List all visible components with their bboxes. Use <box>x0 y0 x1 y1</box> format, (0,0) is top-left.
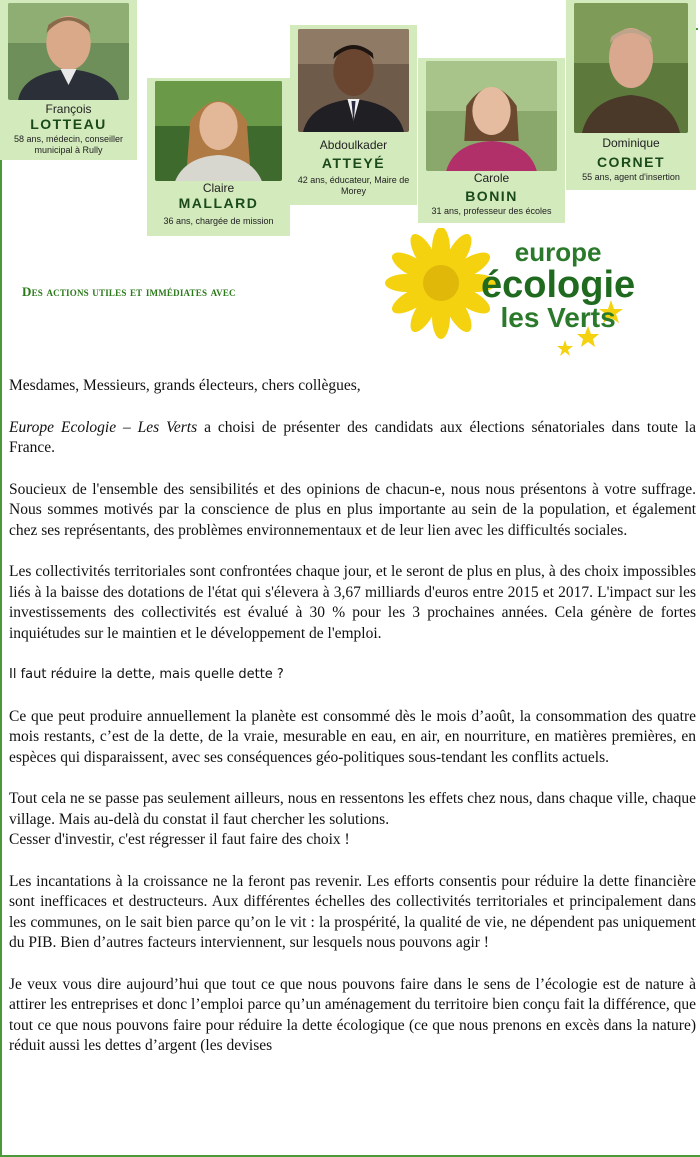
letter-paragraph: Tout cela ne se passe pas seulement ailleurs, nous en ressentons les effets chez nous, dans chaque ville, chaque village. Mais au-delà du constat il faut chercher les solutions. <box>9 790 696 828</box>
candidate-first-name: François <box>45 102 92 116</box>
candidate-first-name: Abdoulkader <box>319 138 388 152</box>
candidate-description: 58 ans, médecin, conseiller municipal à Rully <box>13 134 124 155</box>
letter-paragraph: Les incantations à la croissance ne la feront pas revenir. Les efforts consentis pour réduire la dette financière sont inefficaces et destructeurs. Aux différentes échelles des collectivités territoriales et principalement dans les communes, on le sait bien parce qu’on le vit : la prospérité, la qualité de vie, ne dépendent pas uniquement du PIB. Bien d’autres facteurs interviennent, sur lesquels nous pouvons agir ! <box>9 872 696 951</box>
candidate-card-atteye <box>290 25 417 205</box>
logo-line-europe: europe <box>514 237 602 267</box>
candidate-description: 31 ans, professeur des écoles <box>431 206 552 216</box>
logo-line-les-verts: les Verts <box>500 302 616 333</box>
slogan-heading: Des actions utiles et immédiates avec <box>22 284 236 299</box>
letter-greeting: Mesdames, Messieurs, grands électeurs, chers collègues, <box>9 377 361 394</box>
candidate-description: 36 ans, chargée de mission <box>163 216 274 226</box>
letter-subheading: Il faut réduire la dette, mais quelle dette ? <box>9 667 284 682</box>
letter-paragraph: Les collectivités territoriales sont confrontées chaque jour, et le seront de plus en plus, à des choix impossibles liés à la baisse des dotations de l'état qui s'élevera à 3,67 milliards d'euros entre 2015 et 2017. L'impact sur les investissements des collectivités est évalué à 30 % pour les 3 prochaines années. Cela génère de fortes inquiétudes sur le maintien et le développement de l'emploi. <box>9 563 696 642</box>
candidate-card-lotteau <box>0 0 137 160</box>
candidate-first-name: Carole <box>473 171 510 185</box>
eelv-logo <box>383 228 645 358</box>
page-border-left <box>0 0 2 1157</box>
letter-text: a choisi de présenter des candidats aux élections sénatoriales dans toute la France. <box>9 418 696 456</box>
candidate-last-name: ATTEYÉ <box>321 155 386 171</box>
letter-paragraph: Ce que peut produire annuellement la planète est consommé dès le mois d’août, la consommation des quatre mois restants, c’est de la dette, de la vraie, mesurable en eau, en air, en nourriture, en matières premières, en espèces qui disparaissent, avec ses conséquences géo-politiques sous-tendant les conflits actuels. <box>9 707 696 766</box>
candidate-card-bonin <box>418 58 565 223</box>
candidate-first-name: Claire <box>202 181 235 195</box>
letter-body <box>9 376 696 1078</box>
candidate-first-name: Dominique <box>602 136 660 150</box>
candidate-photo <box>8 3 129 100</box>
candidate-description: 42 ans, éducateur, Maire de Morey <box>297 175 410 196</box>
candidate-last-name: CORNET <box>596 154 666 170</box>
candidate-card-cornet <box>566 0 696 190</box>
logo-wordmark <box>481 238 635 332</box>
letter-paragraph: Soucieux de l'ensemble des sensibilités et des opinions de chacun-e, nous nous présentons à votre suffrage. Nous sommes motivés par la conscience de plus en plus importante au sein de la population, et également chez ses représentants, des problèmes environnementaux et de leur lien avec les difficultés sociales. <box>9 480 696 539</box>
candidate-photo <box>298 29 409 132</box>
party-name: Europe Ecologie – Les Verts <box>9 418 198 436</box>
letter-paragraph: Je veux vous dire aujourd’hui que tout ce que nous pouvons faire dans le sens de l’écologie est de nature à attirer les entreprises et donc l’emploi parce qu’un aménagement du territoire bien conçu fait la différence, que tout ce que nous pouvons faire pour réduire la dette écologique (ce que nous prenons en excès dans la nature) réduit aussi les dettes d’argent (les devises <box>9 975 697 1054</box>
candidate-photo <box>155 81 282 181</box>
candidate-last-name: MALLARD <box>178 195 259 211</box>
candidate-description: 55 ans, agent d'insertion <box>582 172 680 182</box>
candidate-photo <box>574 3 688 133</box>
letter-paragraph <box>9 418 696 459</box>
letter-paragraph: Cesser d'investir, c'est régresser il faut faire des choix ! <box>9 831 350 848</box>
logo-line-ecologie: écologie <box>481 264 636 306</box>
candidate-last-name: LOTTEAU <box>30 116 107 132</box>
candidate-card-mallard <box>147 78 290 236</box>
candidate-last-name: BONIN <box>465 188 518 204</box>
candidate-photo <box>426 61 557 171</box>
